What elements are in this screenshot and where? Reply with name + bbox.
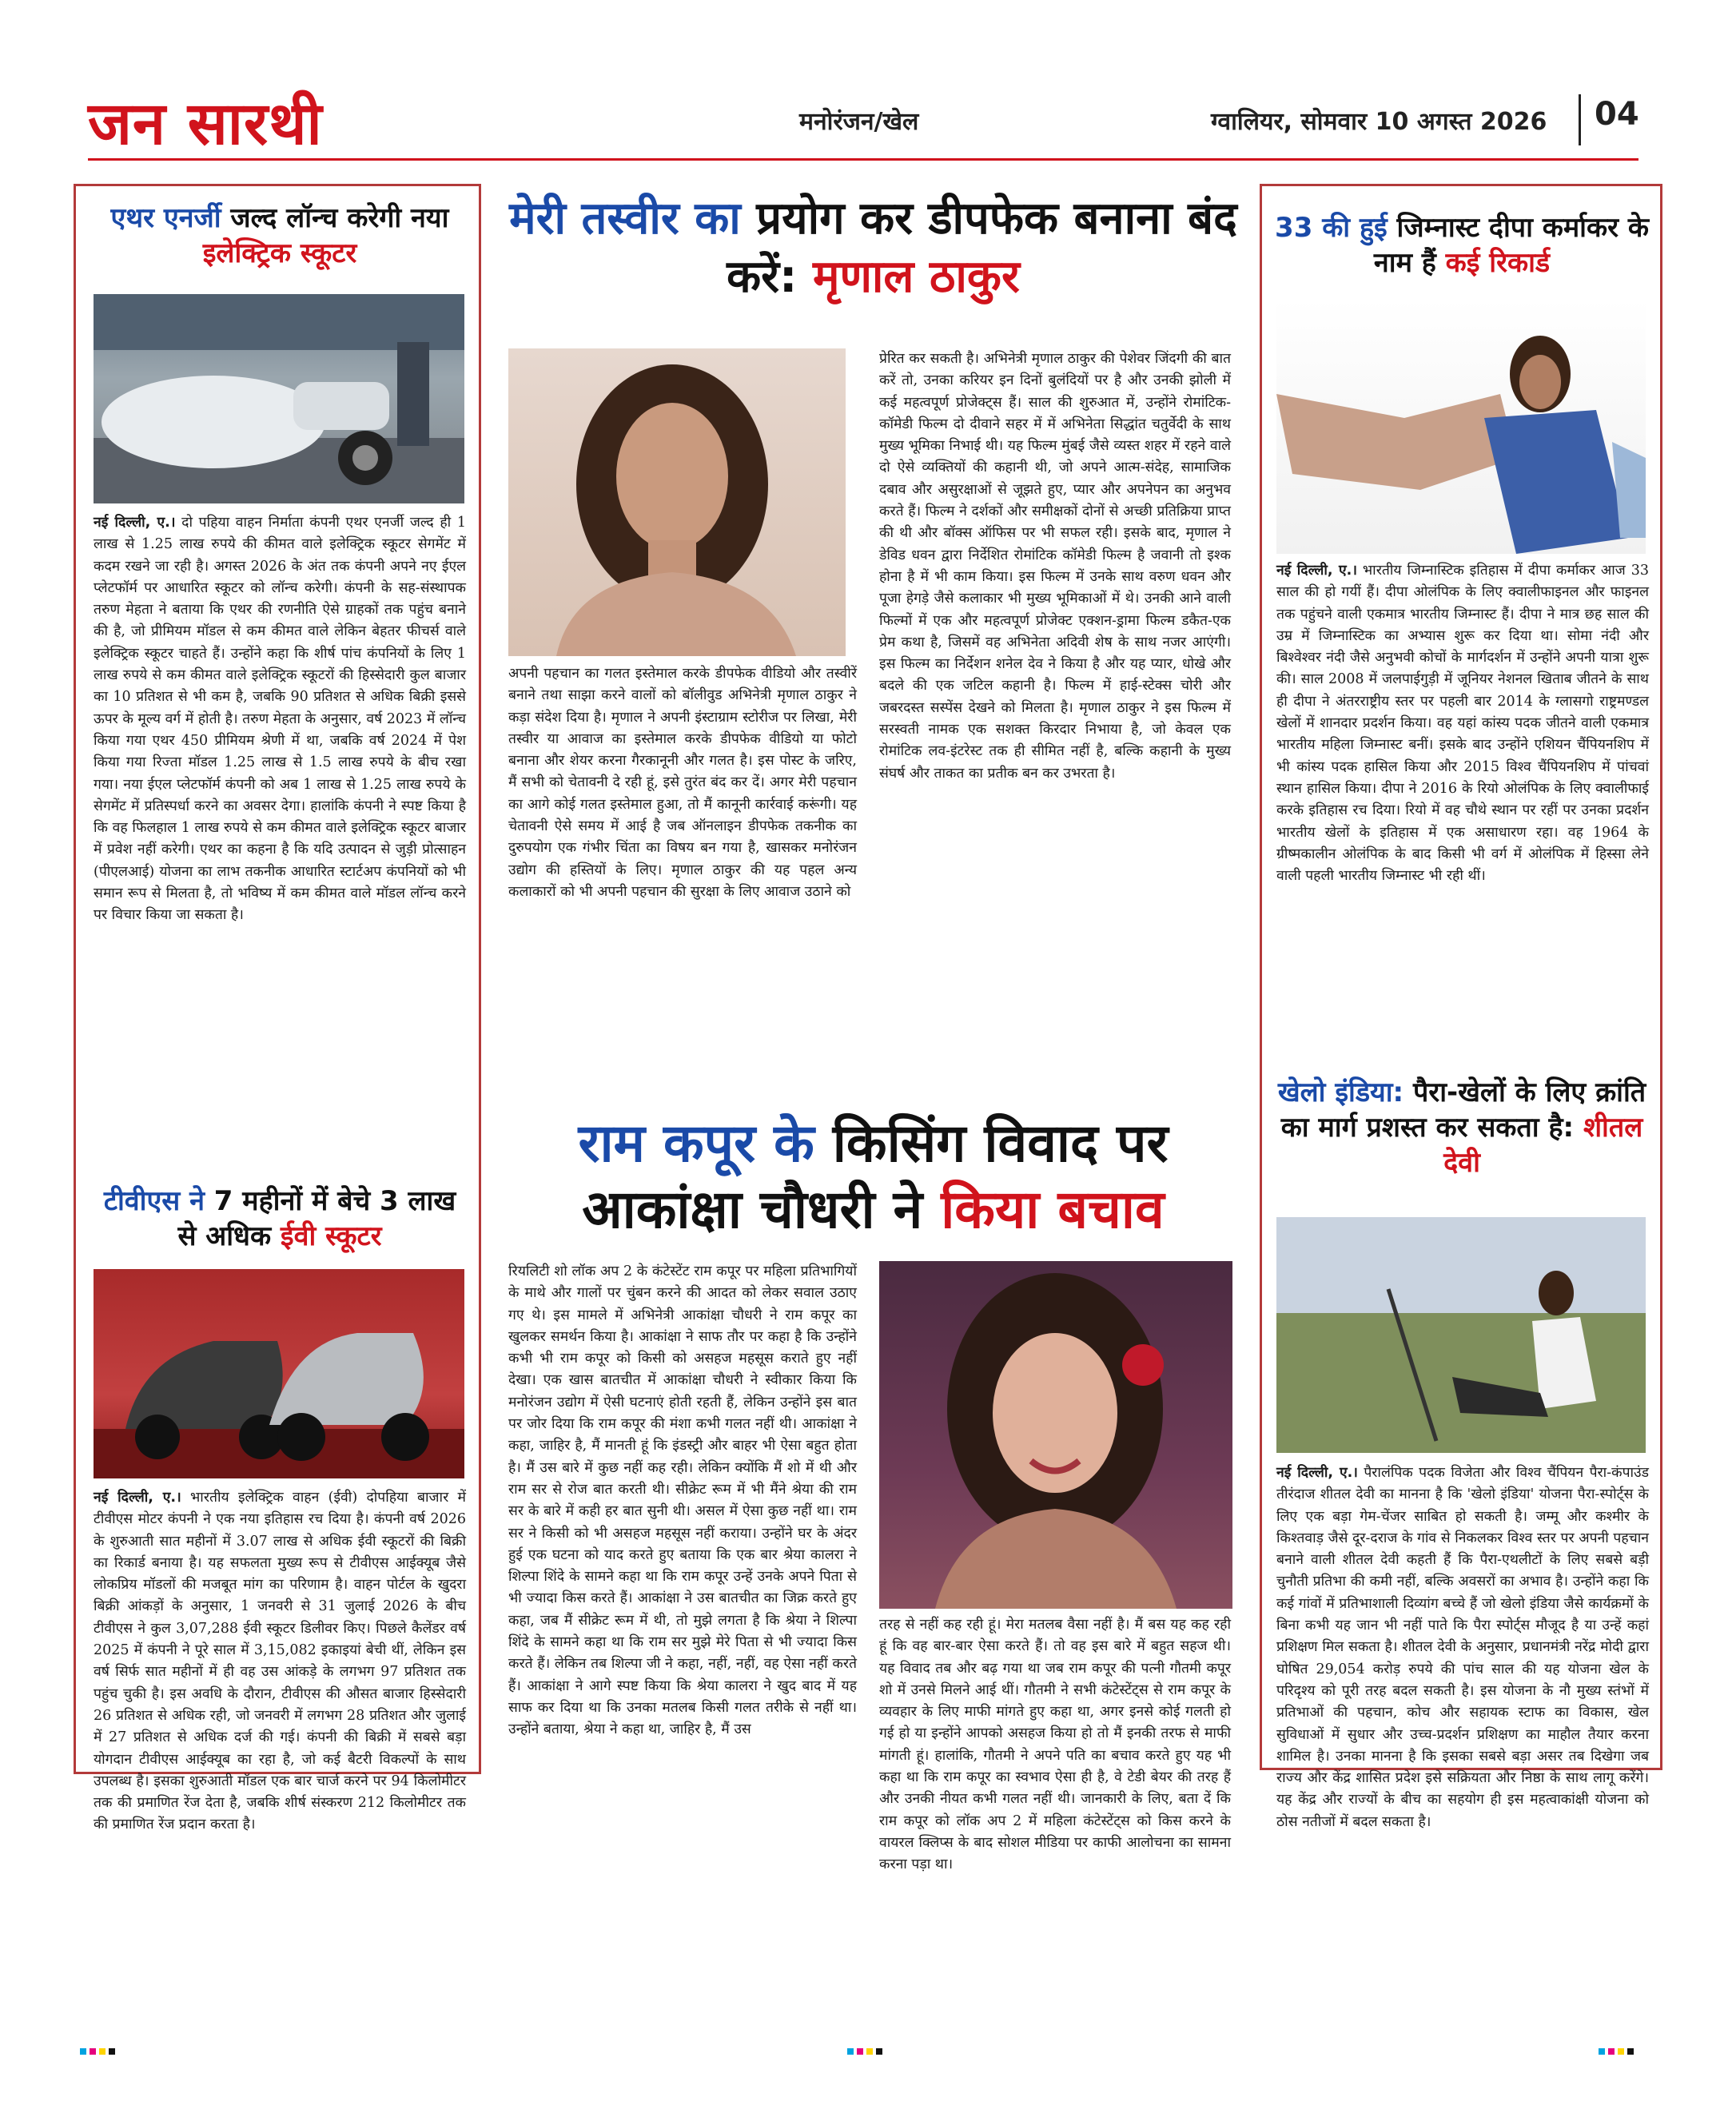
scooter-image	[94, 294, 464, 503]
mrunal-headline: मेरी तस्वीर का प्रयोग कर डीपफेक बनाना बंद करें: मृणाल ठाकुर	[509, 193, 1237, 303]
ather-headline: एथर एनर्जी जल्द लॉन्च करेगी नया इलेक्ट्रिक स्कूटर	[110, 202, 449, 270]
akanksha-photo	[879, 1261, 1232, 1609]
print-registration-marks	[1599, 2043, 1637, 2049]
masthead	[72, 90, 1656, 158]
page-number: 04	[1595, 96, 1639, 133]
masthead-divider	[1579, 94, 1581, 145]
akanksha-headline: राम कपूर के किसिंग विवाद पर आकांक्षा चौधरी ने किया बचाव	[578, 1112, 1169, 1240]
print-registration-marks	[847, 2043, 886, 2049]
dipa-headline: 33 की हुई जिम्नास्ट दीपा कर्माकर के नाम हैं कई रिकार्ड	[1275, 212, 1649, 280]
tvs-photo	[94, 1269, 464, 1478]
mrunal-article-right: प्रेरित कर सकती है। अभिनेत्री मृणाल ठाकुर की पेशेवर जिंदगी की बात करें तो, उनका करियर इन दिनों बुलंदियों पर है और उनकी झोली में कई महत्वपूर्ण प्रोजेक्ट्स हैं। साल की शुरुआत में, उन्होंने रोमांटिक-कॉमेडी फिल्म दो दीवाने सहर में में अभिनेता सिद्धांत चतुर्वेदी के साथ मुख्य भूमिका निभाई थी। यह फिल्म मुंबई जैसे व्यस्त शहर में रहने वाले दो ऐसे व्यक्तियों की कहानी थी, जो अपने आत्म-संदेह, सामाजिक दबाव और असुरक्षाओं से जूझते हुए, प्यार और अपनेपन का अनुभव करते हैं। फिल्म ने दर्शकों और समीक्षकों दोनों से अच्छी प्रतिक्रिया प्राप्त की थी और बॉक्स ऑफिस पर भी सफल रही। इसके बाद, मृणाल ने डेविड धवन द्वारा निर्देशित रोमांटिक कॉमेडी फिल्म है जवानी तो इश्क होना है में भी काम किया। इस फिल्म में उनके साथ वरुण धवन और पूजा हेगड़े जैसे कलाकार भी मुख्य भूमिकाओं में थे। उनकी आने वाली फिल्मों में एक और महत्वपूर्ण प्रोजेक्ट एक्शन-ड्रामा फिल्म डकैत-एक प्रेम कथा है, जिसमें वह अभिनेता अदिवी शेष के साथ नजर आएंगी। इस फिल्म का निर्देशन शनेल देव ने किया है और यह प्यार, धोखे और बदले की एक जटिल कहानी है। फिल्म में हाई-स्टेक्स चोरी और जबरदस्त सस्पेंस देखने को मिलता है। मृणाल ठाकुर ने इस फिल्म में सरस्वती नामक एक सशक्त किरदार निभाया है, जो केवल एक रोमांटिक लव-इंटरेस्ट तक ही सीमित नहीं है, बल्कि कहानी के मुख्य संघर्ष और ताकत का प्रतीक बन कर उभरता है।	[879, 351, 1231, 782]
akanksha-article-right: तरह से नहीं कह रही हूं। मेरा मतलब वैसा नहीं है। मैं बस यह कह रही हूं कि वह बार-बार ऐसा करते हैं। तो वह इस बारे में बहुत सहज थी। यह विवाद तब और बढ़ गया था जब राम कपूर की पत्नी गौतमी कपूर शो में उनसे मिलने आई थीं। गौतमी ने सभी कंटेस्टेंट्स से राम कपूर के व्यवहार के लिए माफी मांगते हुए कहा था, अगर इनसे कोई गलती हो गई हो या इन्होंने आपको असहज किया हो तो मैं इनकी तरफ से माफी मांगती हूं। हालांकि, गौतमी ने अपने पति का बचाव करते हुए यह भी कहा था कि राम कपूर का स्वभाव ऐसा ही है, वे टेडी बेयर की तरह हैं और उनकी नीयत कभी गलत नहीं थी। जानकारी के लिए, बता दें कि राम कपूर को लॉक अप 2 में महिला कंटेस्टेंट्स को किस करने के वायरल क्लिप्स के बाद सोशल मीडिया पर काफी आलोचना का सामना करना पड़ा था।	[879, 1617, 1231, 1873]
mrunal-photo	[508, 348, 846, 656]
akanksha-article-left: रियलिटी शो लॉक अप 2 के कंटेस्टेंट राम कपूर पर महिला प्रतिभागियों के माथे और गालों पर चुंबन करने की आदत को लेकर सवाल उठाए गए थे। इस मामले में अभिनेत्री आकांक्षा चौधरी ने राम कपूर का खुलकर समर्थन किया है। आकांक्षा ने साफ तौर पर कहा है कि उन्होंने कभी भी राम कपूर को किसी को असहज महसूस कराते हुए नहीं देखा। एक खास बातचीत में आकांक्षा चौधरी ने स्वीकार किया कि मनोरंजन उद्योग में ऐसी घटनाएं होती रहती हैं, लेकिन उन्होंने इस बात पर जोर दिया कि राम कपूर की मंशा कभी गलत नहीं थी। आकांक्षा ने कहा, जाहिर है, मैं मानती हूं कि इंडस्ट्री और बाहर भी ऐसा बहुत होता है। मैं उस बारे में कुछ नहीं कह रही। लेकिन क्योंकि मैं शो में थी और राम सर से रोज बात करती थी। सीक्रेट रूम में भी मैंने श्रेया की राम सर के बारे में कही हर बात सुनी थी। असल में ऐसा कुछ नहीं था। राम सर ने किसी को भी असहज महसूस नहीं कराया। उन्होंने घर के अंदर हुई एक घटना को याद करते हुए बताया कि एक बार श्रेया कालरा ने शिल्पा शिंदे के सामने कहा था कि राम कपूर उन्हें उनके अपने पिता से भी ज्यादा किस करते हैं। आकांक्षा ने उस बातचीत का जिक्र करते हुए कहा, जब मैं सीक्रेट रूम में थी, तो मुझे लगता है कि श्रेया ने शिल्पा शिंदे के सामने कहा था कि राम सर मुझे मेरे पिता से भी ज्यादा किस करते हैं। लेकिन तब शिल्पा जी ने कहा, नहीं, नहीं, वह ऐसा नहीं करते हैं। आकांक्षा ने आगे स्पष्ट किया कि श्रेया कालरा ने खुद बाद में यह साफ कर दिया था कि उनका मतलब किसी गलत तरीके से नहीं था। उन्होंने बताया, श्रेया ने कहा था, जाहिर है, मैं उस	[508, 1263, 857, 1738]
newspaper-logo: जन सारथी	[88, 90, 323, 158]
tvs-headline: टीवीएस ने 7 महीनों में बेचे 3 लाख से अधिक ईवी स्कूटर	[103, 1185, 456, 1253]
dipa-photo	[1276, 298, 1646, 554]
sheetal-photo	[1276, 1217, 1646, 1453]
archery-image	[1276, 1217, 1646, 1453]
section-label: मनोरंजन/खेल	[799, 108, 919, 136]
ather-photo	[94, 294, 464, 503]
masthead-rule	[88, 158, 1638, 161]
right-column	[1260, 184, 1662, 1830]
sheetal-article: नई दिल्ली, ए.। पैरालंपिक पदक विजेता और विश्व चैंपियन पैरा-कंपाउंड तीरंदाज शीतल देवी का मानना है कि 'खेलो इंडिया' योजना पैरा-स्पोर्ट्स के लिए एक बड़ा गेम-चेंजर साबित हो सकती है। जम्मू और कश्मीर के किश्तवाड़ जैसे दूर-दराज के गांव से निकलकर विश्व स्तर पर अपनी पहचान बनाने वाली शीतल देवी कहती हैं कि पैरा-एथलीटों के लिए सबसे बड़ी चुनौती प्रतिभा की कमी नहीं, बल्कि अवसरों का अभाव है। उन्होंने कहा कि कई गांवों में प्रतिभाशाली दिव्यांग बच्चे हैं जो खेलो इंडिया जैसे कार्यक्रमों के बिना कभी यह जान भी नहीं पाते कि पैरा स्पोर्ट्स मौजूद है या उन्हें कहां प्रशिक्षण मिल सकता है। शीतल देवी के अनुसार, प्रधानमंत्री नरेंद्र मोदी द्वारा घोषित 29,054 करोड़ रुपये की पांच साल की यह योजना खेल के परिदृश्य को पूरी तरह बदल सकती है। इस योजना के नौ मुख्य स्तंभों में प्रतिभाओं की पहचान, कोच और सहायक स्टाफ का विकास, खेल सुविधाओं में सुधार और उच्च-प्रदर्शन प्रशिक्षण का माहौल तैयार करना शामिल है। उनका मानना है कि इसका सबसे बड़ा असर तब दिखेगा जब राज्य और केंद्र शासित प्रदेश इसे सक्रियता और निष्ठा के साथ लागू करेंगे। यह केंद्र और राज्यों के बीच का सहयोग ही इस महत्वाकांक्षी योजना को ठोस नतीजों में बदल सकता है।	[1276, 1465, 1649, 1830]
portrait-image	[879, 1261, 1232, 1609]
portrait-image	[508, 348, 846, 656]
ather-article: नई दिल्ली, ए.। दो पहिया वाहन निर्माता कंपनी एथर एनर्जी जल्द ही 1 लाख से 1.25 लाख रुपये की कीमत वाले इलेक्ट्रिक स्कूटर सेगमेंट में कदम रखने जा रही है। अगस्त 2026 के अंत तक कंपनी अपने नए ईएल प्लेटफॉर्म पर आधारित स्कूटर को लॉन्च करेगी। कंपनी के सह-संस्थापक तरुण मेहता ने बताया कि एथर की रणनीति ऐसे ग्राहकों तक पहुंच बनाने की है, जो प्रीमियम मॉडल से कम कीमत वाले लेकिन बेहतर फीचर्स वाले इलेक्ट्रिक स्कूटर चाहते हैं। उन्होंने कहा कि शीर्ष पांच कंपनियों के लिए 1 लाख रुपये से कम कीमत वाले इलेक्ट्रिक स्कूटरों की हिस्सेदारी कुल बाजार का 10 प्रतिशत से भी कम है, जबकि 90 प्रतिशत से अधिक बिक्री इससे ऊपर के मूल्य वर्ग में होती है। तरुण मेहता के अनुसार, वर्ष 2023 में लॉन्च किया गया एथर 450 प्रीमियम श्रेणी में था, जबकि वर्ष 2024 में पेश किया गया रिज्ता मॉडल 1.25 लाख से 1.5 लाख रुपये के बीच रखा गया। नया ईएल प्लेटफॉर्म कंपनी को अब 1 लाख से 1.25 लाख रुपये के सेगमेंट में प्रतिस्पर्धा करने का अवसर देगा। हालांकि कंपनी ने स्पष्ट किया है कि वह फिलहाल 1 लाख रुपये से कम कीमत वाले इलेक्ट्रिक स्कूटर बाजार में प्रवेश नहीं करेगी। एथर का कहना है कि यदि उत्पादन से जुड़ी प्रोत्साहन (पीएलआई) योजना का लाभ तकनीक आधारित स्टार्टअप कंपनियों को भी समान रूप से मिलता है, तो भविष्य में कम कीमत वाले मॉडल लॉन्च करने पर विचार किया जा सकता है।	[94, 515, 466, 924]
scooter-image	[94, 1269, 464, 1478]
mrunal-article-left: अपनी पहचान का गलत इस्तेमाल करके डीपफेक वीडियो और तस्वीरें बनाने तथा साझा करने वालों को बॉलीवुड अभिनेत्री मृणाल ठाकुर ने कड़ा संदेश दिया है। मृणाल ने अपनी इंस्टाग्राम स्टोरीज पर लिखा, मेरी तस्वीर या आवाज का इस्तेमाल करके डीपफेक वीडियो या फोटो बनाना और शेयर करना गैरकानूनी और गलत है। इस पोस्ट के जरिए, मैं सभी को चेतावनी दे रही हूं, इसे तुरंत बंद कर दें। अगर मेरी पहचान का आगे कोई गलत इस्तेमाल हुआ, तो मैं कानूनी कार्रवाई करूंगी। यह चेतावनी ऐसे समय में आई है जब ऑनलाइन डीपफेक तकनीक का दुरुपयोग एक गंभीर चिंता का विषय बन गया है, खासकर मनोरंजन उद्योग की हस्तियों के लिए। मृणाल ठाकुर की यह पहल अन्य कलाकारों को भी अपनी पहचान की सुरक्षा के लिए आवाज उठाने को	[508, 666, 857, 900]
gymnast-image	[1276, 298, 1646, 554]
dipa-article: नई दिल्ली, ए.। भारतीय जिम्नास्टिक इतिहास में दीपा कर्माकर आज 33 साल की हो गयीं हैं। दीपा ओलंपिक के लिए क्वालीफाइनल और फाइनल तक पहुंचने वाली एकमात्र भारतीय जिम्नास्ट हैं। दीपा ने मात्र छह साल की उम्र में जिम्नास्टिक का अभ्यास शुरू कर दिया था। सोमा नंदी और बिश्वेश्वर नंदी जैसे अनुभवी कोचों के मार्गदर्शन में उन्होंने अपनी यात्रा शुरू की। साल 2008 में जलपाईगुड़ी में जूनियर नेशनल खिताब जीतने के साथ ही दीपा ने अंतरराष्ट्रीय स्तर पर पहली बार 2014 के ग्लासगो राष्ट्रमण्डल खेलों में शानदार प्रदर्शन किया। वह यहां कांस्य पदक जीतने वाली एकमात्र भारतीय महिला जिम्नास्ट बनीं। इसके बाद उन्होंने एशियन चैंपियनशिप में भी कांस्य पदक हासिल किया और 2015 विश्व चैंपियनशिप में पांचवां स्थान हासिल किया। दीपा ने 2016 के रियो ओलंपिक के लिए क्वालीफाई करके इतिहास रच दिया। रियो में वह चौथे स्थान पर रहीं पर उनका प्रदर्शन भारतीय खेलों के इतिहास में एक असाधारण रहा। वह 1964 के ग्रीष्मकालीन ओलंपिक के बाद किसी भी वर्ग में ओलंपिक में हिस्सा लेने वाली पहली भारतीय जिम्नास्ट भी रही थीं।	[1276, 563, 1649, 885]
print-registration-marks	[80, 2043, 118, 2049]
sheetal-headline: खेलो इंडिया: पैरा-खेलों के लिए क्रांति का मार्ग प्रशस्त कर सकता है: शीतल देवी	[1277, 1076, 1646, 1180]
issue-dateline: ग्वालियर, सोमवार 10 अगस्त 2026	[1211, 108, 1547, 136]
left-column	[74, 184, 481, 1833]
tvs-article: नई दिल्ली, ए.। भारतीय इलेक्ट्रिक वाहन (ईवी) दोपहिया बाजार में टीवीएस मोटर कंपनी ने एक नया इतिहास रच दिया है। कंपनी वर्ष 2026 के शुरुआती सात महीनों में 3.07 लाख से अधिक ईवी स्कूटरों की बिक्री का रिकार्ड बनाया है। यह सफलता मुख्य रूप से टीवीएस आईक्यूब जैसे लोकप्रिय मॉडलों की मजबूत मांग का परिणाम है। वाहन पोर्टल के खुदरा बिक्री आंकड़ों के अनुसार, 1 जनवरी से 31 जुलाई 2026 के बीच टीवीएस ने कुल 3,07,288 ईवी स्कूटर डिलीवर किए। पिछले कैलेंडर वर्ष 2025 में कंपनी ने पूरे साल में 3,15,082 इकाइयां बेची थीं, लेकिन इस वर्ष सिर्फ सात महीनों में ही वह उस आंकड़े के लगभग 97 प्रतिशत तक पहुंच चुकी है। इस अवधि के दौरान, टीवीएस की औसत बाजार हिस्सेदारी 26 प्रतिशत से अधिक रही, जो जनवरी में लगभग 28 प्रतिशत और जुलाई में 27 प्रतिशत से अधिक दर्ज की गई। कंपनी की बिक्री में सबसे बड़ा योगदान टीवीएस आईक्यूब का रहा है, जो कई बैटरी विकल्पों के साथ उपलब्ध है। इसका शुरुआती मॉडल एक बार चार्ज करने पर 94 किलोमीटर तक की प्रमाणित रेंज देता है, जबकि शीर्ष संस्करण 212 किलोमीटर तक की प्रमाणित रेंज प्रदान करता है।	[94, 1490, 466, 1833]
